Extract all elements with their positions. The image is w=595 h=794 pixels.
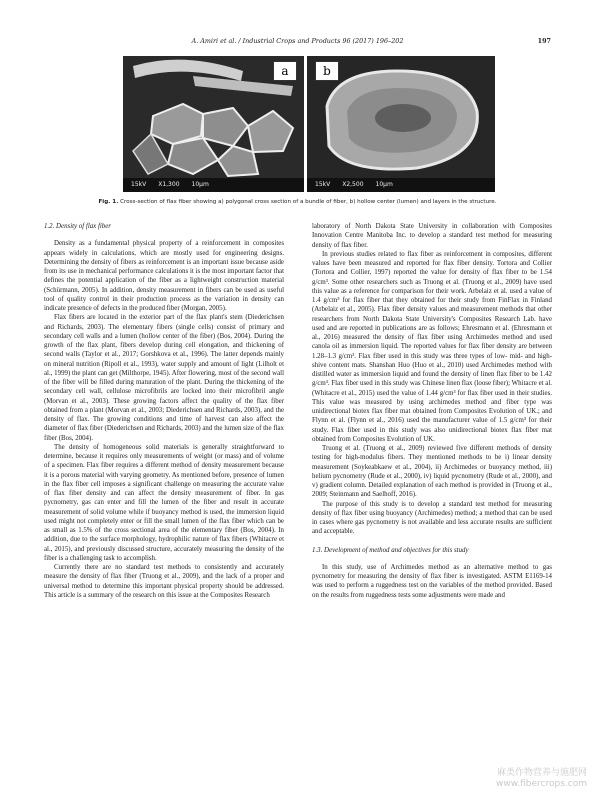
panel-a-voltage: 15kV xyxy=(131,181,147,188)
panel-a-scale: 10µm xyxy=(191,181,209,188)
panel-b-label: b xyxy=(315,61,339,81)
panel-a-scale-info xyxy=(131,181,221,188)
paragraph: Currently there are no standard test methods to consistently and accurately measure the density of flax fiber (Truong et al., 2009), and the lack of a proper and universal method to determine this important physical property should be addressed. This article is a summary of the research on this issue at the Composites Research xyxy=(44,564,284,599)
paragraph: The density of homogeneous solid materials is generally straightforward to determine, because it requires only measurements of weight (or mass) and of volume of a specimen. Flax fiber requires a different method of density measurement because it is a porous material with varying geometry. As mentioned before, presence of lumen in the flax fiber cell imposes a significant challenge on measuring the accurate value of flax fiber density and can affect the density measurement of fiber. In gas pycnometry, gas can enter and fill the lumen of the fiber and result in accurate measurement of solid volume while if buoyancy method is used, the immersion liquid used might not completely enter or fill the small lumen of the flax fiber which can be as small as 1.5% of the cross sectional area of the elementary fiber (Bos, 2004). In addition, due to the surface morphology, hydrophilic nature of flax fibers (Whitacre et al., 2015), and previously discussed structure, accurately measuring the density of the fiber is a challenging task to accomplish. xyxy=(44,443,284,562)
paragraph: In previous studies related to flax fiber as reinforcement in composites, different values have been measured and reported for flax fiber density. Tortora and Collier (Tortora and Collier, 1997) reported the value for density of flax fiber to be 1.54 g/cm³. Some other researchers such as Truong et al. (Truong et al., 2009) have used this value as a reference for comparison for their work. Arbelaiz et al. used a value of 1.4 g/cm³ for flax fiber that they obtained for their study from FinFlax in Finland (Arbelaiz et al., 2005). Flax fiber density values and measurement methods that other researchers from North Dakota State University's Composites Research Lab. have used and are reported in publications are as follows; Ehresmann et al. (Ehresmann et al., 2016) measured the density of flax fiber using Archimedes method and used canola oil as immersion liquid. The reported values for flax fiber density are between 1.28–1.3 g/cm³. Flax fiber used in this study was three types of low- mid- and high- shive content mats. Shanshan Huo (Huo et al., 2010) used Archimedes method with distilled water as immersion liquid and found the density of linen flax fiber to be 1.42 g/cm³. Flax fiber used in this study was Chinese linen flax (loose fiber); Whitacre et al. (Whitacre et al., 2015) used the value of 1.44 g/cm³ for flax fiber used in their studies. This value was measured by using archimedes method and fiber type was unidirectional biotex flax fiber mat obtained from Composites Evolution of UK.; and Flynn et al. (Flynn et al., 2016) used the manufacturer value of 1.5 g/cm³ for their study. Flax fiber used in this study was also unidirectional biotex flax fiber mat obtained from Composites Evolution of UK. xyxy=(312,250,552,443)
panel-b-scale-info xyxy=(315,181,405,188)
section-heading-1-3: 1.3. Development of method and objectives for this study xyxy=(312,546,469,554)
paragraph: Truong et al. (Truong et al., 2009) reviewed five different methods of density testing for high-modulus fibers. They mentioned methods to be i) linear density measurement (Soykeabkaew et al., 2004), ii) Archimedes or buoyancy method, iii) helium pycnometry (Rude et al., 2000), iv) liquid pycnometry (Rude et al., 2000), and v) gradient column. Detailed explanation of each method is provided in (Truong et al., 2009; Steinmann and Saelhoff, 2016). xyxy=(312,445,552,499)
panel-a-magnification: X1,300 xyxy=(158,181,180,188)
paragraph: In this study, use of Archimedes method as an alternative method to gas pycnometry for measuring the density of flax fiber is investigated. ASTM E1169-14 was used to perform a ruggedness test on the variables of the method provided. Based on the results from ruggedness tests some adjustments were made and xyxy=(312,563,552,599)
right-column xyxy=(312,222,552,600)
paragraph: Flax fibers are located in the exterior part of the flax plant's stem (Diederichsen and Richards, 2003). The elementary fibers (single cells) consist of primary and secondary cell walls and a lumen (hollow center of the fiber) (Bos, 2004). During the growth of the flax plant, fibers develop during cell elongation, and thickening of second walls (Taylor et al., 2017; Gorshkova et al., 1996). The latter depends mainly on mineral nutrition (Ripoll et al., 1993), water supply and amount of light (Lilholt et al., 1999) the plant can get (Milthorpe, 1945). After flowering, most of the second wall of the fiber will be filled during maturation of the plant. During the thickening of the secondary cell wall, cellulose microfibrils are locked into their microfibril angle (Morvan et al., 2003). These growing factors affect the quality of the flax fiber obtained from a plant (Morvan et al., 2003; Diederichsen and Richards, 2003), and the density of flax. The growing conditions and time of harvest can also affect the diameter of flax fiber (Diederichsen and Richards, 2003) and the lumen size of the flax fiber (Bos, 2004). xyxy=(44,314,284,442)
running-header xyxy=(44,37,551,49)
paragraph: laboratory of North Dakota State University in collaboration with Composites Innovation Centre Manitoba Inc. to develop a standard test method for measuring density of flax fiber. xyxy=(312,223,552,249)
figure-caption xyxy=(44,199,551,205)
sem-image-b xyxy=(307,56,495,192)
panel-b-magnification: X2,500 xyxy=(342,181,364,188)
left-column xyxy=(44,222,284,600)
figure-1 xyxy=(123,56,495,192)
sem-image-a xyxy=(123,56,304,192)
journal-citation: A. Amiri et al. / Industrial Crops and Products 96 (2017) 196–202 xyxy=(191,37,404,45)
page-number: 197 xyxy=(537,37,551,45)
panel-a-label: a xyxy=(273,61,297,81)
panel-b-voltage: 15kV xyxy=(315,181,331,188)
paragraph: Density as a fundamental physical property of a reinforcement in composites appears widely in calculations, which are mostly used for engineering designs. Determining the density of fibers as reinforcement is an important issue because aside from its use in mechanical performance calculations it is the most important factor that defines the potential application of the fiber as a lightweight construction material (Schürmann, 2005). In addition, density measurement in fibers can be used as useful tool of quality control in their production process as the variation in density can indicate presence of defects in the produced fiber (Morgan, 2005). xyxy=(44,240,284,312)
watermark xyxy=(496,768,587,790)
panel-b-scale: 10µm xyxy=(375,181,393,188)
section-heading-1-2: 1.2. Density of flax fiber xyxy=(44,223,111,230)
watermark-line-2: www.fibercrops.com xyxy=(496,779,587,789)
paragraph: The purpose of this study is to develop a standard test method for measuring density of flax fiber using buoyancy (Archimedes) method; a method that can be used in cases where gas pycnometry is not available and less accurate results are sufficient and acceptable. xyxy=(312,500,552,536)
caption-text: Cross-section of flax fiber showing a) polygonal cross section of a bundle of fiber, b) hollow center (lumen) and layers in the structure. xyxy=(120,199,497,205)
caption-lead: Fig. 1. xyxy=(98,199,119,205)
watermark-line-1: 麻类作物营养与施肥网 xyxy=(496,768,587,778)
